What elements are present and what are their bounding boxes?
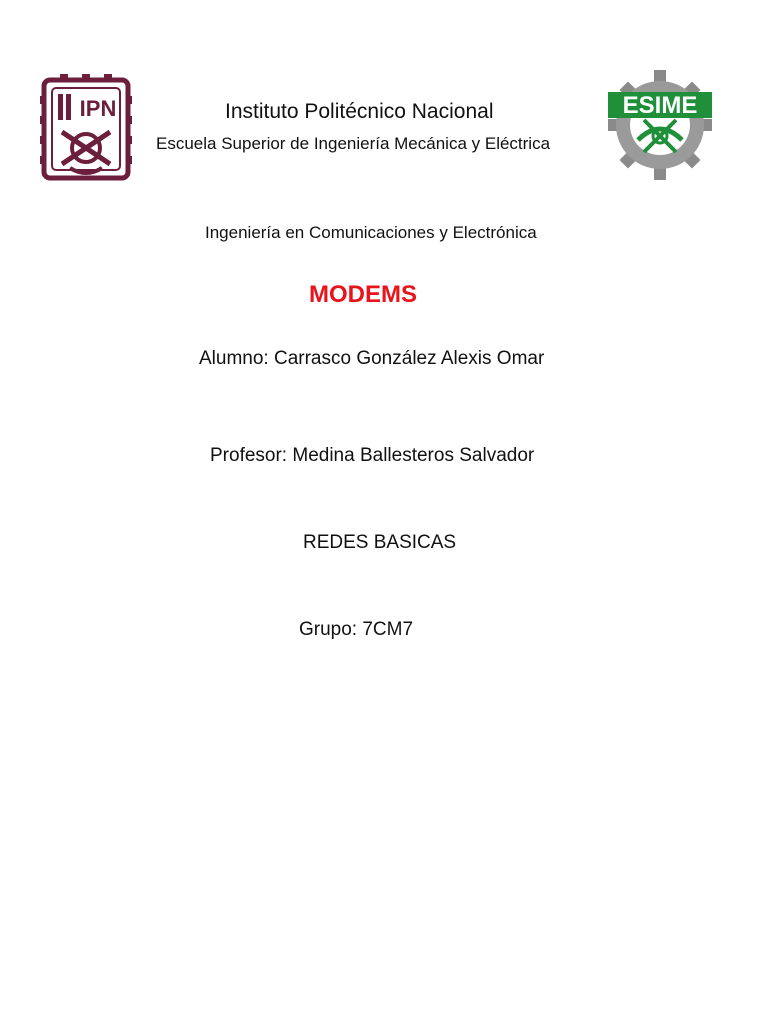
institute-name: Instituto Politécnico Nacional (225, 100, 494, 123)
esime-logo-icon (604, 70, 716, 180)
professor-name: Profesor: Medina Ballesteros Salvador (210, 445, 535, 466)
ipn-logo-icon (40, 72, 132, 184)
career-name: Ingeniería en Comunicaciones y Electrónica (205, 223, 537, 242)
school-name: Escuela Superior de Ingeniería Mecánica y Eléctrica (156, 134, 551, 153)
ipn-logo-text: IPN (79, 96, 117, 121)
group-label: Grupo: 7CM7 (299, 619, 414, 640)
subject-name: REDES BASICAS (303, 532, 457, 553)
student-name: Alumno: Carrasco González Alexis Omar (199, 348, 545, 369)
esime-logo-text: ESIME (622, 92, 698, 119)
document-title: MODEMS (309, 281, 417, 308)
